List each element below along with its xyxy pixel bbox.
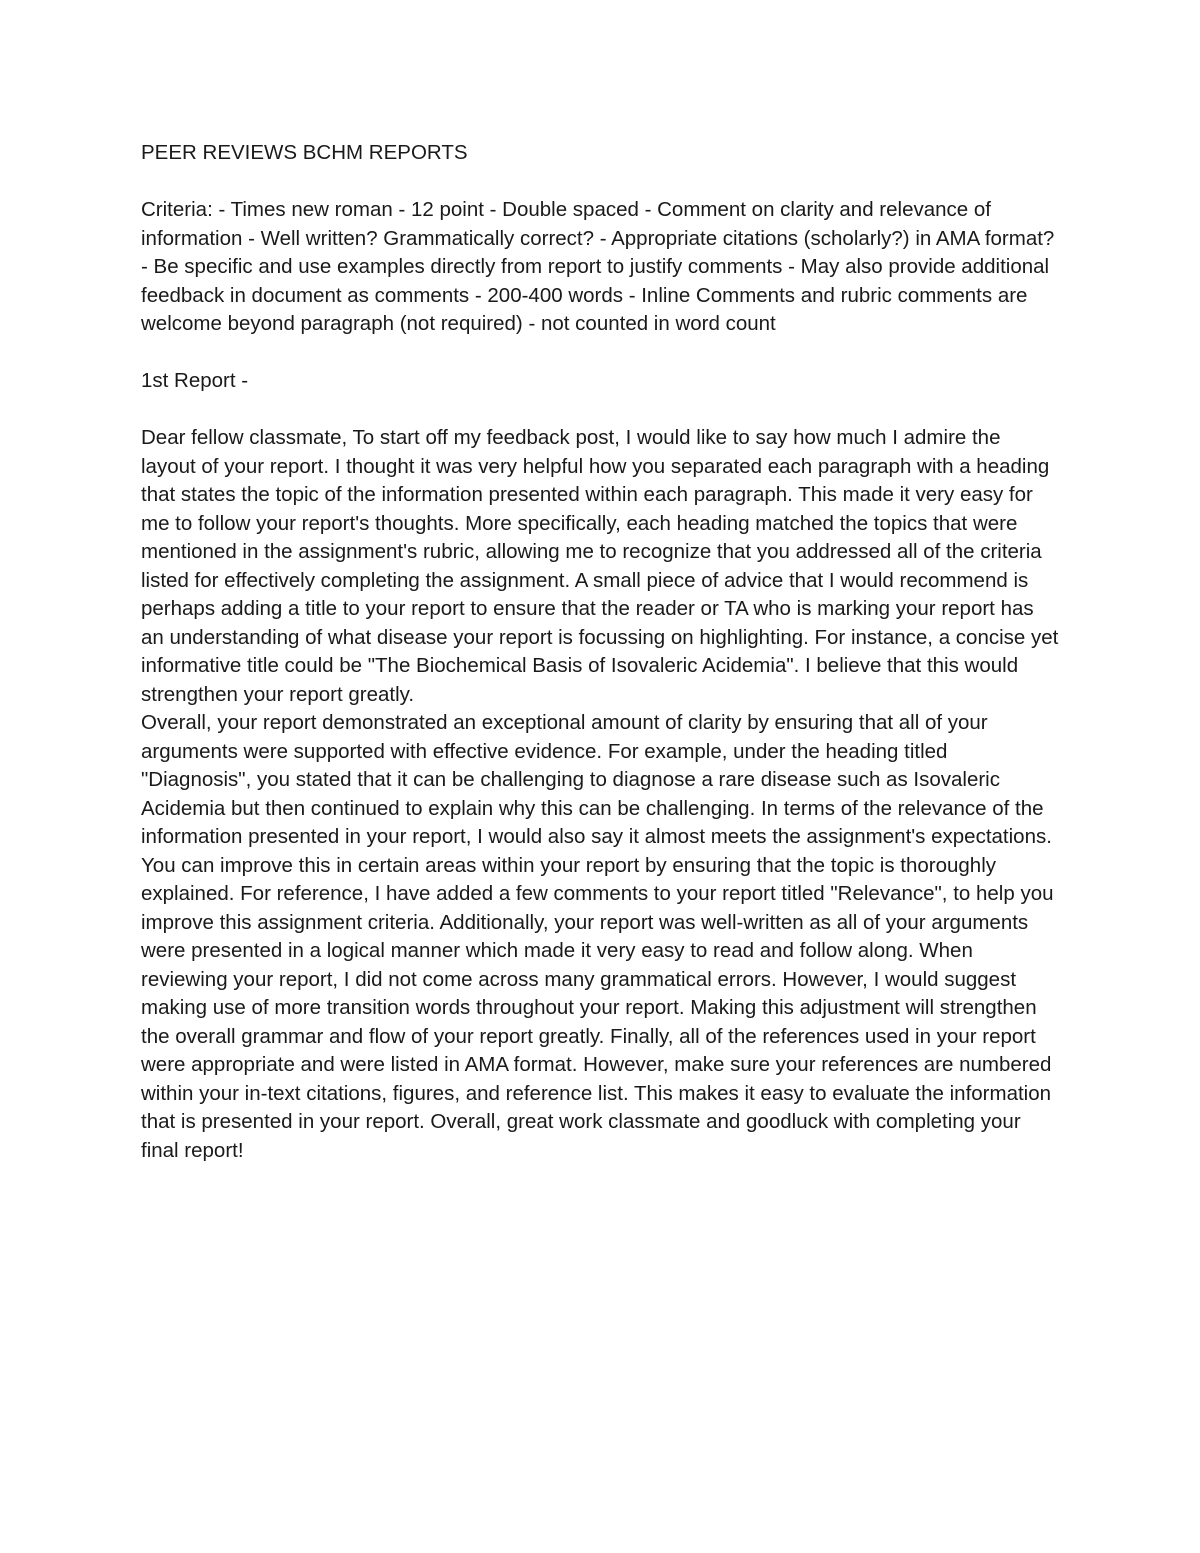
feedback-paragraph-2: Overall, your report demonstrated an exceptional amount of clarity by ensuring that all of your arguments were supported with effective evidence. For example, under the heading titled "Diagnosis", you stated that it can be challenging to diagnose a rare disease such as Isovaleric Acidemia but then continued to explain why this can be challenging. In terms of the relevance of the information presented in your report, I would also say it almost meets the assignment's expectations. You can improve this in certain areas within your report by ensuring that the topic is thoroughly explained. For reference, I have added a few comments to your report titled "Relevance", to help you improve this assignment criteria. Additionally, your report was well-written as all of your arguments were presented in a logical manner which made it very easy to read and follow along. When reviewing your report, I did not come across many grammatical errors. However, I would suggest making use of more transition words throughout your report. Making this adjustment will strengthen the overall grammar and flow of your report greatly. Finally, all of the references used in your report were appropriate and were listed in AMA format. However, make sure your references are numbered within your in-text citations, figures, and reference list. This makes it easy to evaluate the information that is presented in your report. Overall, great work classmate and goodluck with completing your final report! <box>141 711 1054 1162</box>
report-heading: 1st Report - <box>141 369 249 392</box>
feedback-paragraph-1: Dear fellow classmate, To start off my feedback post, I would like to say how much I admire the layout of your report. I thought it was very helpful how you separated each paragraph with a heading that states the topic of the information presented within each paragraph. This made it very easy for me to follow your report's thoughts. More specifically, each heading matched the topics that were mentioned in the assignment's rubric, allowing me to recognize that you addressed all of the criteria listed for effectively completing the assignment. A small piece of advice that I would recommend is perhaps adding a title to your report to ensure that the reader or TA who is marking your report has an understanding of what disease your report is focussing on highlighting. For instance, a concise yet informative title could be "The Biochemical Basis of Isovaleric Acidemia". I believe that this would strengthen your report greatly. <box>141 426 1059 706</box>
document-title: PEER REVIEWS BCHM REPORTS <box>141 141 468 164</box>
document-body <box>141 139 1059 1165</box>
criteria-paragraph: Criteria: - Times new roman - 12 point - Double spaced - Comment on clarity and relevance of information - Well written? Grammatically correct? - Appropriate citations (scholarly?) in AMA format? - Be specific and use examples directly from report to justify comments - May also provide additional feedback in document as comments - 200-400 words - Inline Comments and rubric comments are welcome beyond paragraph (not required) - not counted in word count <box>141 198 1055 335</box>
